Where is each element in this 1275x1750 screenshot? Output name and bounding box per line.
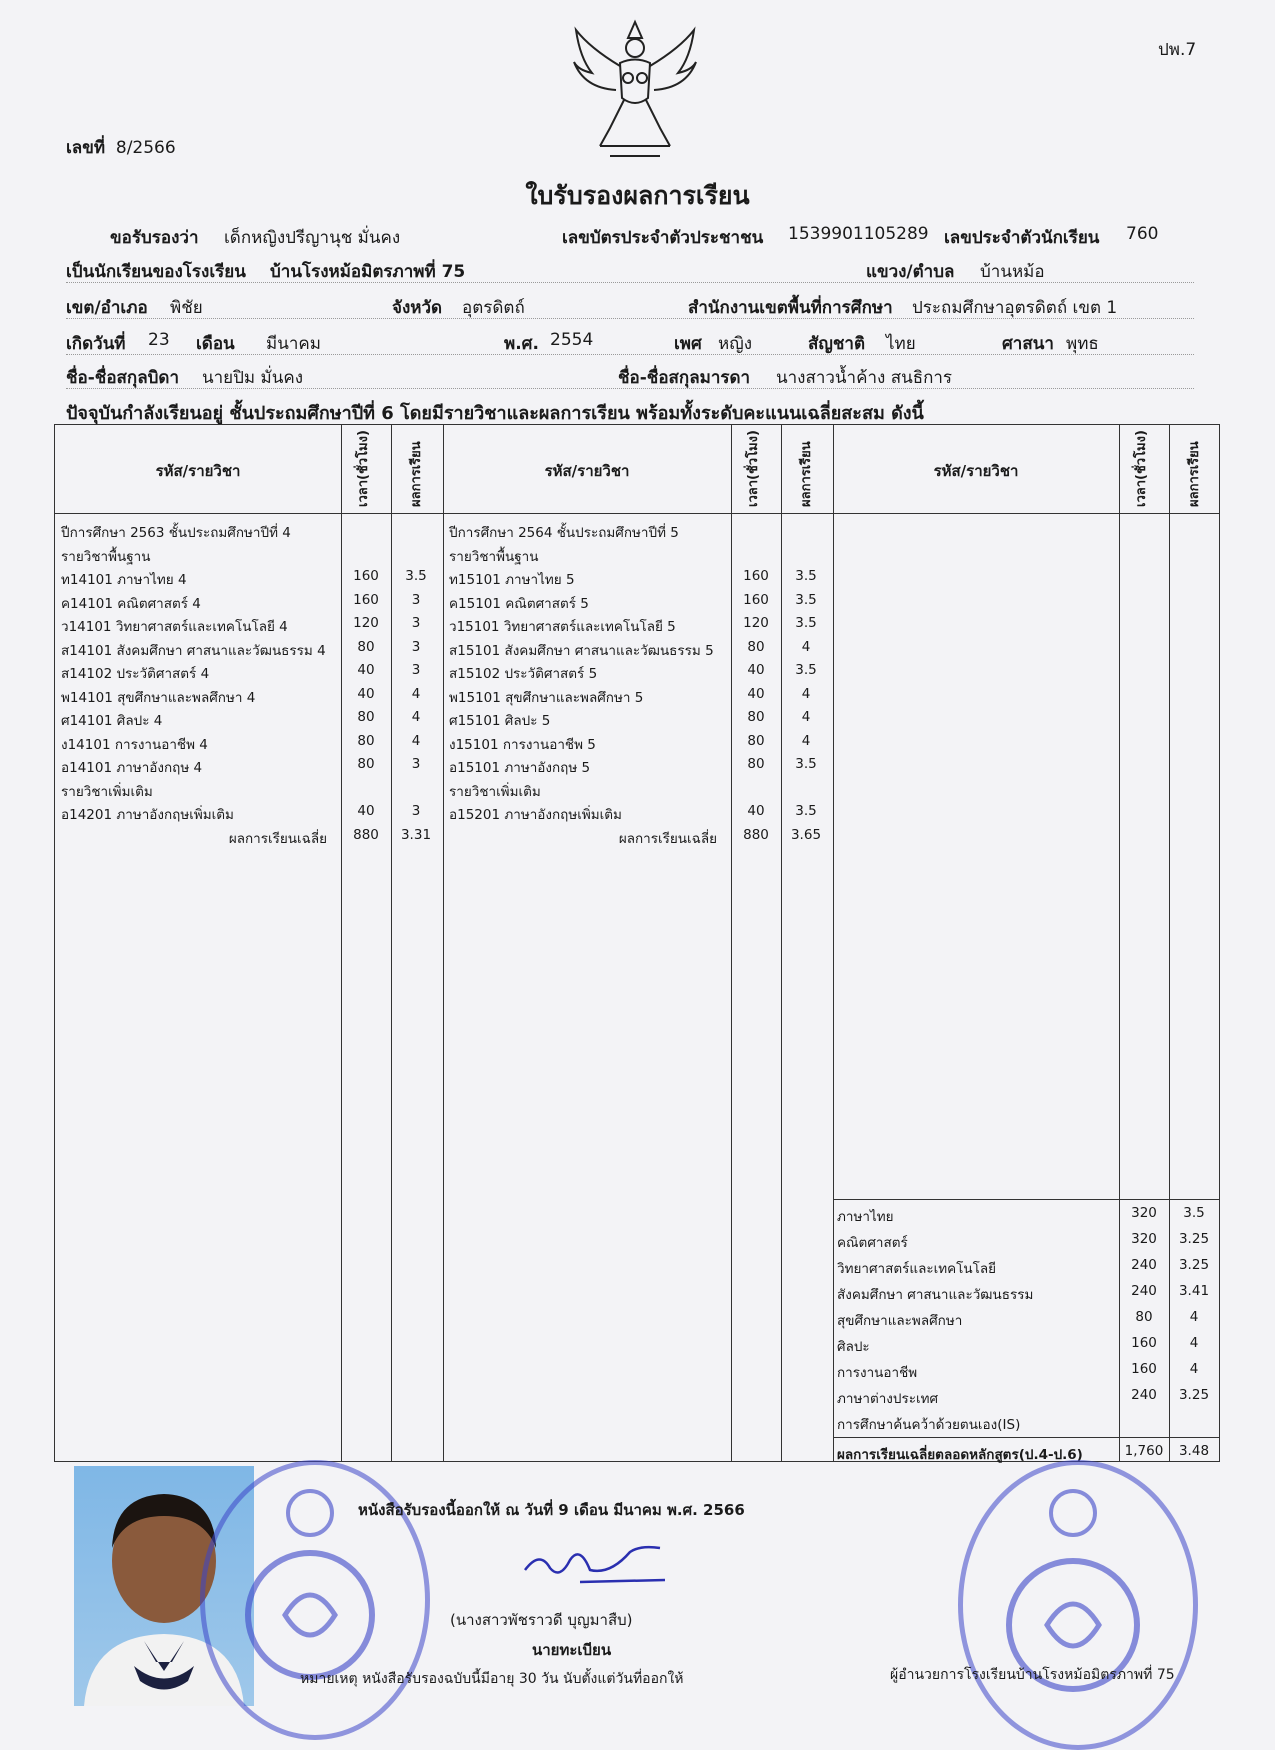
father-value: นายปิม มั่นคง: [202, 368, 304, 388]
summary-subject: คณิตศาสตร์: [837, 1235, 908, 1251]
director-title: ผู้อำนวยการโรงเรียนบ้านโรงหม้อมิตรภาพที่ 75: [890, 1667, 1175, 1683]
nationality-label: สัญชาติ: [808, 334, 865, 354]
average-grade: 3.65: [790, 826, 822, 843]
subject-name: ส14101 สังคมศึกษา ศาสนาและวัฒนธรรม 4: [61, 642, 326, 659]
summary-hours: 80: [1135, 1309, 1153, 1325]
student-no-label: เลขประจำตัวนักเรียน: [944, 228, 1100, 248]
certify-label: ขอรับรองว่า: [110, 228, 199, 248]
subject-name: อ15201 ภาษาอังกฤษเพิ่มเติม: [449, 807, 622, 823]
subject-hours: 40: [747, 685, 765, 702]
subject-grade: 4: [801, 685, 811, 702]
school-label: เป็นนักเรียนของโรงเรียน: [66, 262, 246, 282]
subject-name: ว15101 วิทยาศาสตร์และเทคโนโลยี 5: [449, 619, 676, 635]
subject-name: อ14101 ภาษาอังกฤษ 4: [61, 760, 203, 776]
subject-name: ศ14101 ศิลปะ 4: [61, 713, 163, 729]
subject-name: ท15101 ภาษาไทย 5: [449, 572, 575, 588]
average-grade: 3.31: [400, 826, 432, 843]
basic-heading: รายวิชาพื้นฐาน: [449, 548, 539, 565]
average-hours: 880: [353, 826, 379, 843]
document-number-value: 8/2566: [115, 138, 176, 158]
total-hours: 1,760: [1124, 1443, 1164, 1459]
grades-table: [54, 424, 1220, 1462]
subject-hours: 80: [357, 709, 375, 725]
subject-grade: 3: [411, 803, 421, 819]
info-row-5: [66, 362, 1194, 389]
subject-hours: 80: [357, 756, 375, 772]
form-code: ปพ.7: [1158, 40, 1197, 60]
subject-grade: 3.5: [795, 756, 817, 772]
student-name: เด็กหญิงปรีญานุช มั่นคง: [224, 228, 401, 248]
summary-grade: 3.25: [1178, 1231, 1210, 1247]
info-row-2: [66, 256, 1194, 283]
subject-grade: 3: [411, 638, 421, 655]
subject-hours: 80: [747, 732, 765, 749]
subject-hours: 40: [747, 803, 765, 819]
summary-hours: 240: [1131, 1387, 1157, 1403]
student-no-value: 760: [1126, 224, 1159, 244]
summary-hours: 240: [1131, 1257, 1157, 1273]
summary-subject: ภาษาไทย: [837, 1209, 894, 1225]
district-value: พิชัย: [170, 298, 203, 318]
subject-hours: 40: [357, 685, 375, 702]
subject-hours: 80: [747, 638, 765, 655]
intro-text: ปัจจุบันกำลังเรียนอยู่ ชั้นประถมศึกษาปีที่ 6 โดยมีรายวิชาและผลการเรียน พร้อมทั้งระดับคะแนนเฉลี่ยสะสม ดังนี้: [66, 403, 924, 424]
province-label: จังหวัด: [392, 298, 443, 318]
subject-hours: 120: [743, 615, 769, 631]
header-grade-3: ผลการเรียน: [1187, 441, 1202, 507]
summary-grade: 3.5: [1183, 1205, 1205, 1221]
header-hours-3: เวลา(ชั่วโมง): [1134, 430, 1149, 507]
subject-hours: 40: [357, 662, 375, 678]
subject-grade: 3: [411, 615, 421, 631]
summary-grade: 3.25: [1178, 1257, 1210, 1273]
registrar-signature: [520, 1540, 670, 1590]
sex-value: หญิง: [718, 334, 752, 354]
document-title: ใบรับรองผลการเรียน: [525, 181, 750, 210]
subject-grade: 4: [411, 685, 421, 702]
subject-hours: 160: [353, 591, 379, 608]
average-hours: 880: [743, 826, 769, 843]
mother-label: ชื่อ-ชื่อสกุลมารดา: [618, 368, 751, 388]
header-subject-2: รหัส/รายวิชา: [544, 462, 630, 480]
subject-grade: 3.5: [405, 568, 427, 584]
subject-hours: 80: [357, 732, 375, 749]
father-label: ชื่อ-ชื่อสกุลบิดา: [66, 368, 180, 388]
summary-grade: 4: [1189, 1335, 1199, 1351]
summary-grade: 4: [1189, 1361, 1199, 1377]
subject-grade: 4: [411, 732, 421, 749]
office-value: ประถมศึกษาอุตรดิตถ์ เขต 1: [912, 298, 1118, 318]
document-number: [66, 134, 176, 161]
summary-grade: 3.41: [1178, 1283, 1210, 1299]
summary-hours: 320: [1131, 1231, 1157, 1247]
birth-day-value: 23: [148, 330, 170, 350]
subject-grade: 4: [801, 638, 811, 655]
issued-date: หนังสือรับรองนี้ออกให้ ณ วันที่ 9 เดือน มีนาคม พ.ศ. 2566: [358, 1501, 745, 1519]
subject-hours: 80: [747, 709, 765, 725]
religion-value: พุทธ: [1066, 334, 1099, 354]
summary-hours: 160: [1131, 1361, 1157, 1377]
header-hours-2: เวลา(ชั่วโมง): [746, 430, 761, 507]
subdistrict-label: แขวง/ตำบล: [866, 262, 955, 282]
subject-name: ท14101 ภาษาไทย 4: [61, 572, 187, 588]
header-hours-1: เวลา(ชั่วโมง): [356, 430, 371, 507]
summary-hours: 240: [1131, 1283, 1157, 1299]
summary-subject: วิทยาศาสตร์และเทคโนโลยี: [837, 1261, 997, 1277]
summary-subject: ศิลปะ: [837, 1339, 870, 1355]
total-grade: 3.48: [1178, 1443, 1210, 1459]
birth-month-value: มีนาคม: [266, 334, 321, 354]
average-label: ผลการเรียนเฉลี่ย: [618, 830, 717, 847]
subject-name: ง14101 การงานอาชีพ 4: [61, 736, 208, 753]
header-grade-2: ผลการเรียน: [799, 441, 814, 507]
subject-name: พ14101 สุขศึกษาและพลศึกษา 4: [61, 689, 256, 706]
subject-hours: 80: [357, 638, 375, 655]
summary-grade: 4: [1189, 1309, 1199, 1325]
subject-name: ศ15101 ศิลปะ 5: [449, 713, 551, 729]
subject-name: ค15101 คณิตศาสตร์ 5: [449, 595, 589, 612]
subject-grade: 3: [411, 662, 421, 678]
birth-month-label: เดือน: [196, 334, 235, 354]
birth-year-value: 2554: [550, 330, 594, 350]
subject-grade: 3: [411, 756, 421, 772]
summary-hours: 160: [1131, 1335, 1157, 1351]
subject-grade: 3.5: [795, 615, 817, 631]
registrar-title: นายทะเบียน: [532, 1641, 612, 1659]
subject-name: ส15101 สังคมศึกษา ศาสนาและวัฒนธรรม 5: [449, 642, 714, 659]
subdistrict-value: บ้านหม้อ: [980, 262, 1045, 282]
office-label: สำนักงานเขตพื้นที่การศึกษา: [688, 298, 893, 318]
extra-heading: รายวิชาเพิ่มเติม: [449, 783, 541, 800]
registrar-name: (นางสาวพัชราวดี บุญมาสืบ): [450, 1611, 633, 1629]
summary-subject: การงานอาชีพ: [837, 1365, 918, 1381]
summary-grade: 3.25: [1178, 1387, 1210, 1403]
nationality-value: ไทย: [886, 334, 916, 354]
header-grade-1: ผลการเรียน: [409, 441, 424, 507]
subject-name: ค14101 คณิตศาสตร์ 4: [61, 595, 201, 612]
summary-subject: การศึกษาค้นคว้าด้วยตนเอง(IS): [837, 1417, 1021, 1433]
id-card-value: 1539901105289: [788, 224, 929, 244]
sex-label: เพศ: [674, 334, 702, 354]
year-heading: ปีการศึกษา 2564 ชั้นประถมศึกษาปีที่ 5: [449, 525, 679, 541]
subject-hours: 160: [743, 568, 769, 584]
basic-heading: รายวิชาพื้นฐาน: [61, 548, 151, 565]
subject-name: ส14102 ประวัติศาสตร์ 4: [61, 666, 210, 682]
extra-heading: รายวิชาเพิ่มเติม: [61, 783, 153, 800]
info-row-1: [66, 222, 1194, 248]
subject-grade: 3.5: [795, 591, 817, 608]
summary-subject: สังคมศึกษา ศาสนาและวัฒนธรรม: [837, 1287, 1034, 1303]
subject-hours: 80: [747, 756, 765, 772]
subject-hours: 40: [357, 803, 375, 819]
subject-grade: 4: [801, 732, 811, 749]
subject-hours: 160: [353, 568, 379, 584]
validity-note: หมายเหตุ หนังสือรับรองฉบับนี้มีอายุ 30 วัน นับตั้งแต่วันที่ออกให้: [300, 1671, 684, 1687]
id-card-label: เลขบัตรประจำตัวประชาชน: [562, 228, 764, 248]
subject-hours: 40: [747, 662, 765, 678]
summary-hours: 320: [1131, 1205, 1157, 1221]
subject-hours: 160: [743, 591, 769, 608]
subject-grade: 4: [801, 709, 811, 725]
document-number-label: เลขที่: [66, 138, 106, 158]
garuda-emblem: [570, 18, 700, 163]
info-row-3: [66, 292, 1194, 319]
school-value: บ้านโรงหม้อมิตรภาพที่ 75: [270, 262, 466, 282]
summary-subject: ภาษาต่างประเทศ: [837, 1391, 939, 1407]
average-label: ผลการเรียนเฉลี่ย: [228, 830, 327, 847]
subject-name: พ15101 สุขศึกษาและพลศึกษา 5: [449, 689, 644, 706]
district-label: เขต/อำเภอ: [66, 298, 148, 318]
subject-name: อ15101 ภาษาอังกฤษ 5: [449, 760, 591, 776]
subject-name: ง15101 การงานอาชีพ 5: [449, 736, 596, 753]
subject-name: ว14101 วิทยาศาสตร์และเทคโนโลยี 4: [61, 619, 288, 635]
summary-subject: สุขศึกษาและพลศึกษา: [837, 1313, 963, 1329]
header-subject-3: รหัส/รายวิชา: [933, 462, 1019, 480]
subject-hours: 120: [353, 615, 379, 631]
subject-name: อ14201 ภาษาอังกฤษเพิ่มเติม: [61, 807, 234, 823]
info-row-4: [66, 328, 1194, 355]
subject-grade: 4: [411, 709, 421, 725]
birth-day-label: เกิดวันที่: [66, 334, 126, 354]
religion-label: ศาสนา: [1002, 334, 1054, 354]
subject-grade: 3.5: [795, 568, 817, 584]
subject-grade: 3: [411, 591, 421, 608]
subject-grade: 3.5: [795, 803, 817, 819]
year-heading: ปีการศึกษา 2563 ชั้นประถมศึกษาปีที่ 4: [61, 525, 291, 541]
province-value: อุตรดิตถ์: [462, 298, 525, 318]
subject-grade: 3.5: [795, 662, 817, 678]
subject-name: ส15102 ประวัติศาสตร์ 5: [449, 666, 598, 682]
birth-year-label: พ.ศ.: [504, 334, 539, 354]
header-subject-1: รหัส/รายวิชา: [155, 462, 241, 480]
total-label: ผลการเรียนเฉลี่ยตลอดหลักสูตร(ป.4-ป.6): [837, 1447, 1083, 1463]
school-seal-right: [958, 1460, 1198, 1750]
mother-value: นางสาวน้ำค้าง สนธิการ: [776, 368, 953, 388]
